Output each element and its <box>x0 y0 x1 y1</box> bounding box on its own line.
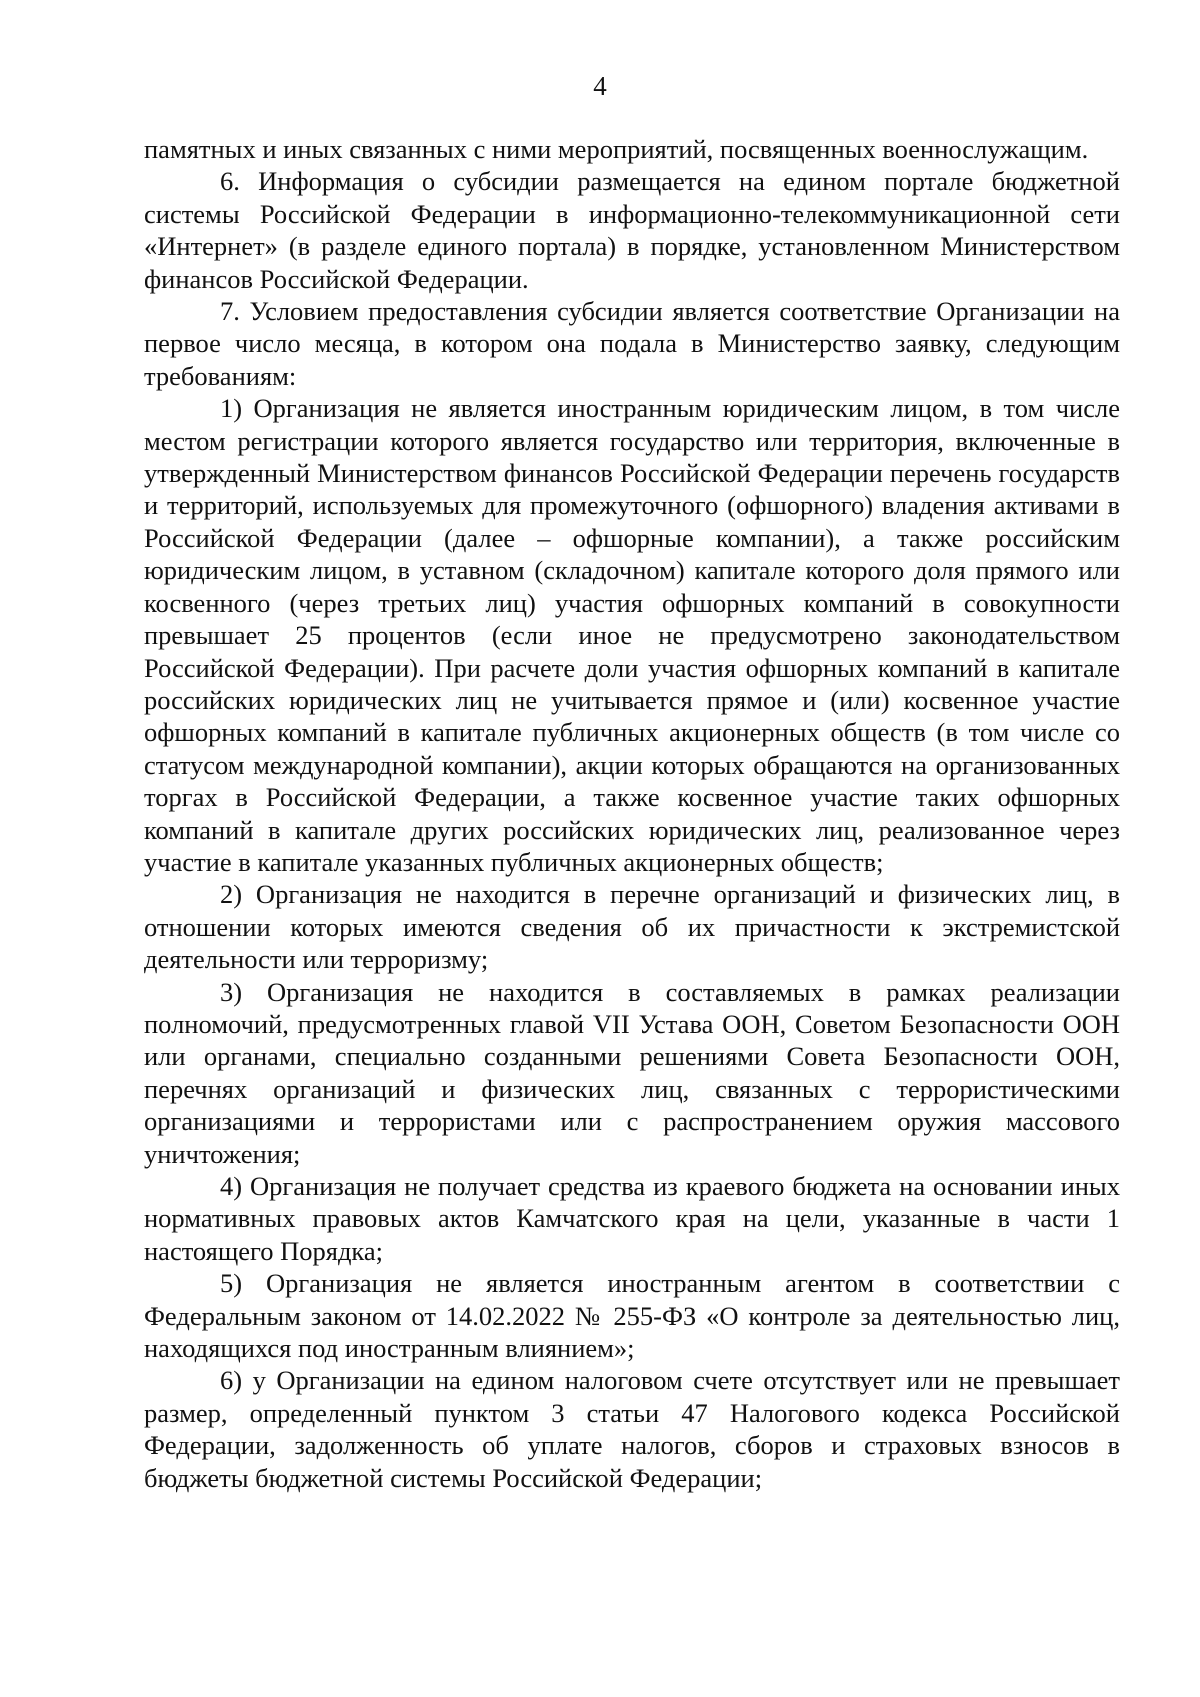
page-number: 4 <box>593 71 607 101</box>
requirement-4: 4) Организация не получает средства из краевого бюджета на основании иных нормативных правовых актов Камчатского края на цели, указанные в части 1 настоящего Порядка; <box>144 1171 1120 1266</box>
requirement-2: 2) Организация не находится в перечне организаций и физических лиц, в отношении которых имеются сведения об их причастности к экстремистской деятельности или терроризму; <box>144 879 1120 975</box>
paragraph-continuation: памятных и иных связанных с ними мероприятий, посвященных военнослужащим. <box>144 134 1089 164</box>
requirement-1: 1) Организация не является иностранным юридическим лицом, в том числе местом регистрации которого является государство или территория, включенные в утвержденный Министерством финансов Российской Федерации перечень государств и территорий, используемых для промежуточного (офшорного) владения активами в Российской Федерации (далее – офшорные компании), а также российским юридическим лицом, в уставном (складочном) капитале которого доля прямого или косвенного (через третьих лиц) участия офшорных компаний в совокупности превышает 25 процентов (если иное не предусмотрено законодательством Российской Федерации). При расчете доли участия офшорных компаний в капитале российских юридических лиц не учитывается прямое и (или) косвенное участие офшорных компаний в капитале публичных акционерных обществ (в том числе со статусом международной компании), акции которых обращаются на организованных торгах в Российской Федерации, а также косвенное участие таких офшорных компаний в капитале других российских юридических лиц, реализованное через участие в капитале указанных публичных акционерных обществ; <box>144 393 1120 877</box>
document-body <box>144 133 1120 1494</box>
requirement-6: 6) у Организации на едином налоговом счете отсутствует или не превышает размер, определенный пунктом 3 статьи 47 Налогового кодекса Российской Федерации, задолженность об уплате налогов, сборов и страховых взносов в бюджеты бюджетной системы Российской Федерации; <box>144 1365 1120 1493</box>
paragraph-item-6: 6. Информация о субсидии размещается на едином портале бюджетной системы Российской Федерации в информационно-телекоммуникационной сети «Интернет» (в разделе единого портала) в порядке, установленном Министерством финансов Российской Федерации. <box>144 166 1120 294</box>
requirement-5: 5) Организация не является иностранным агентом в соответствии с Федеральным законом от 14.02.2022 № 255-ФЗ «О контроле за деятельностью лиц, находящихся под иностранным влиянием»; <box>144 1268 1120 1364</box>
requirement-3: 3) Организация не находится в составляемых в рамках реализации полномочий, предусмотренных главой VII Устава ООН, Советом Безопасности ООН или органами, специально созданными решениями Совета Безопасности ООН, перечнях организаций и физических лиц, связанных с террористическими организациями и террористами или с распространением оружия массового уничтожения; <box>144 976 1120 1169</box>
paragraph-item-7: 7. Условием предоставления субсидии является соответствие Организации на первое число месяца, в котором она подала в Министерство заявку, следующим требованиям: <box>144 296 1120 391</box>
